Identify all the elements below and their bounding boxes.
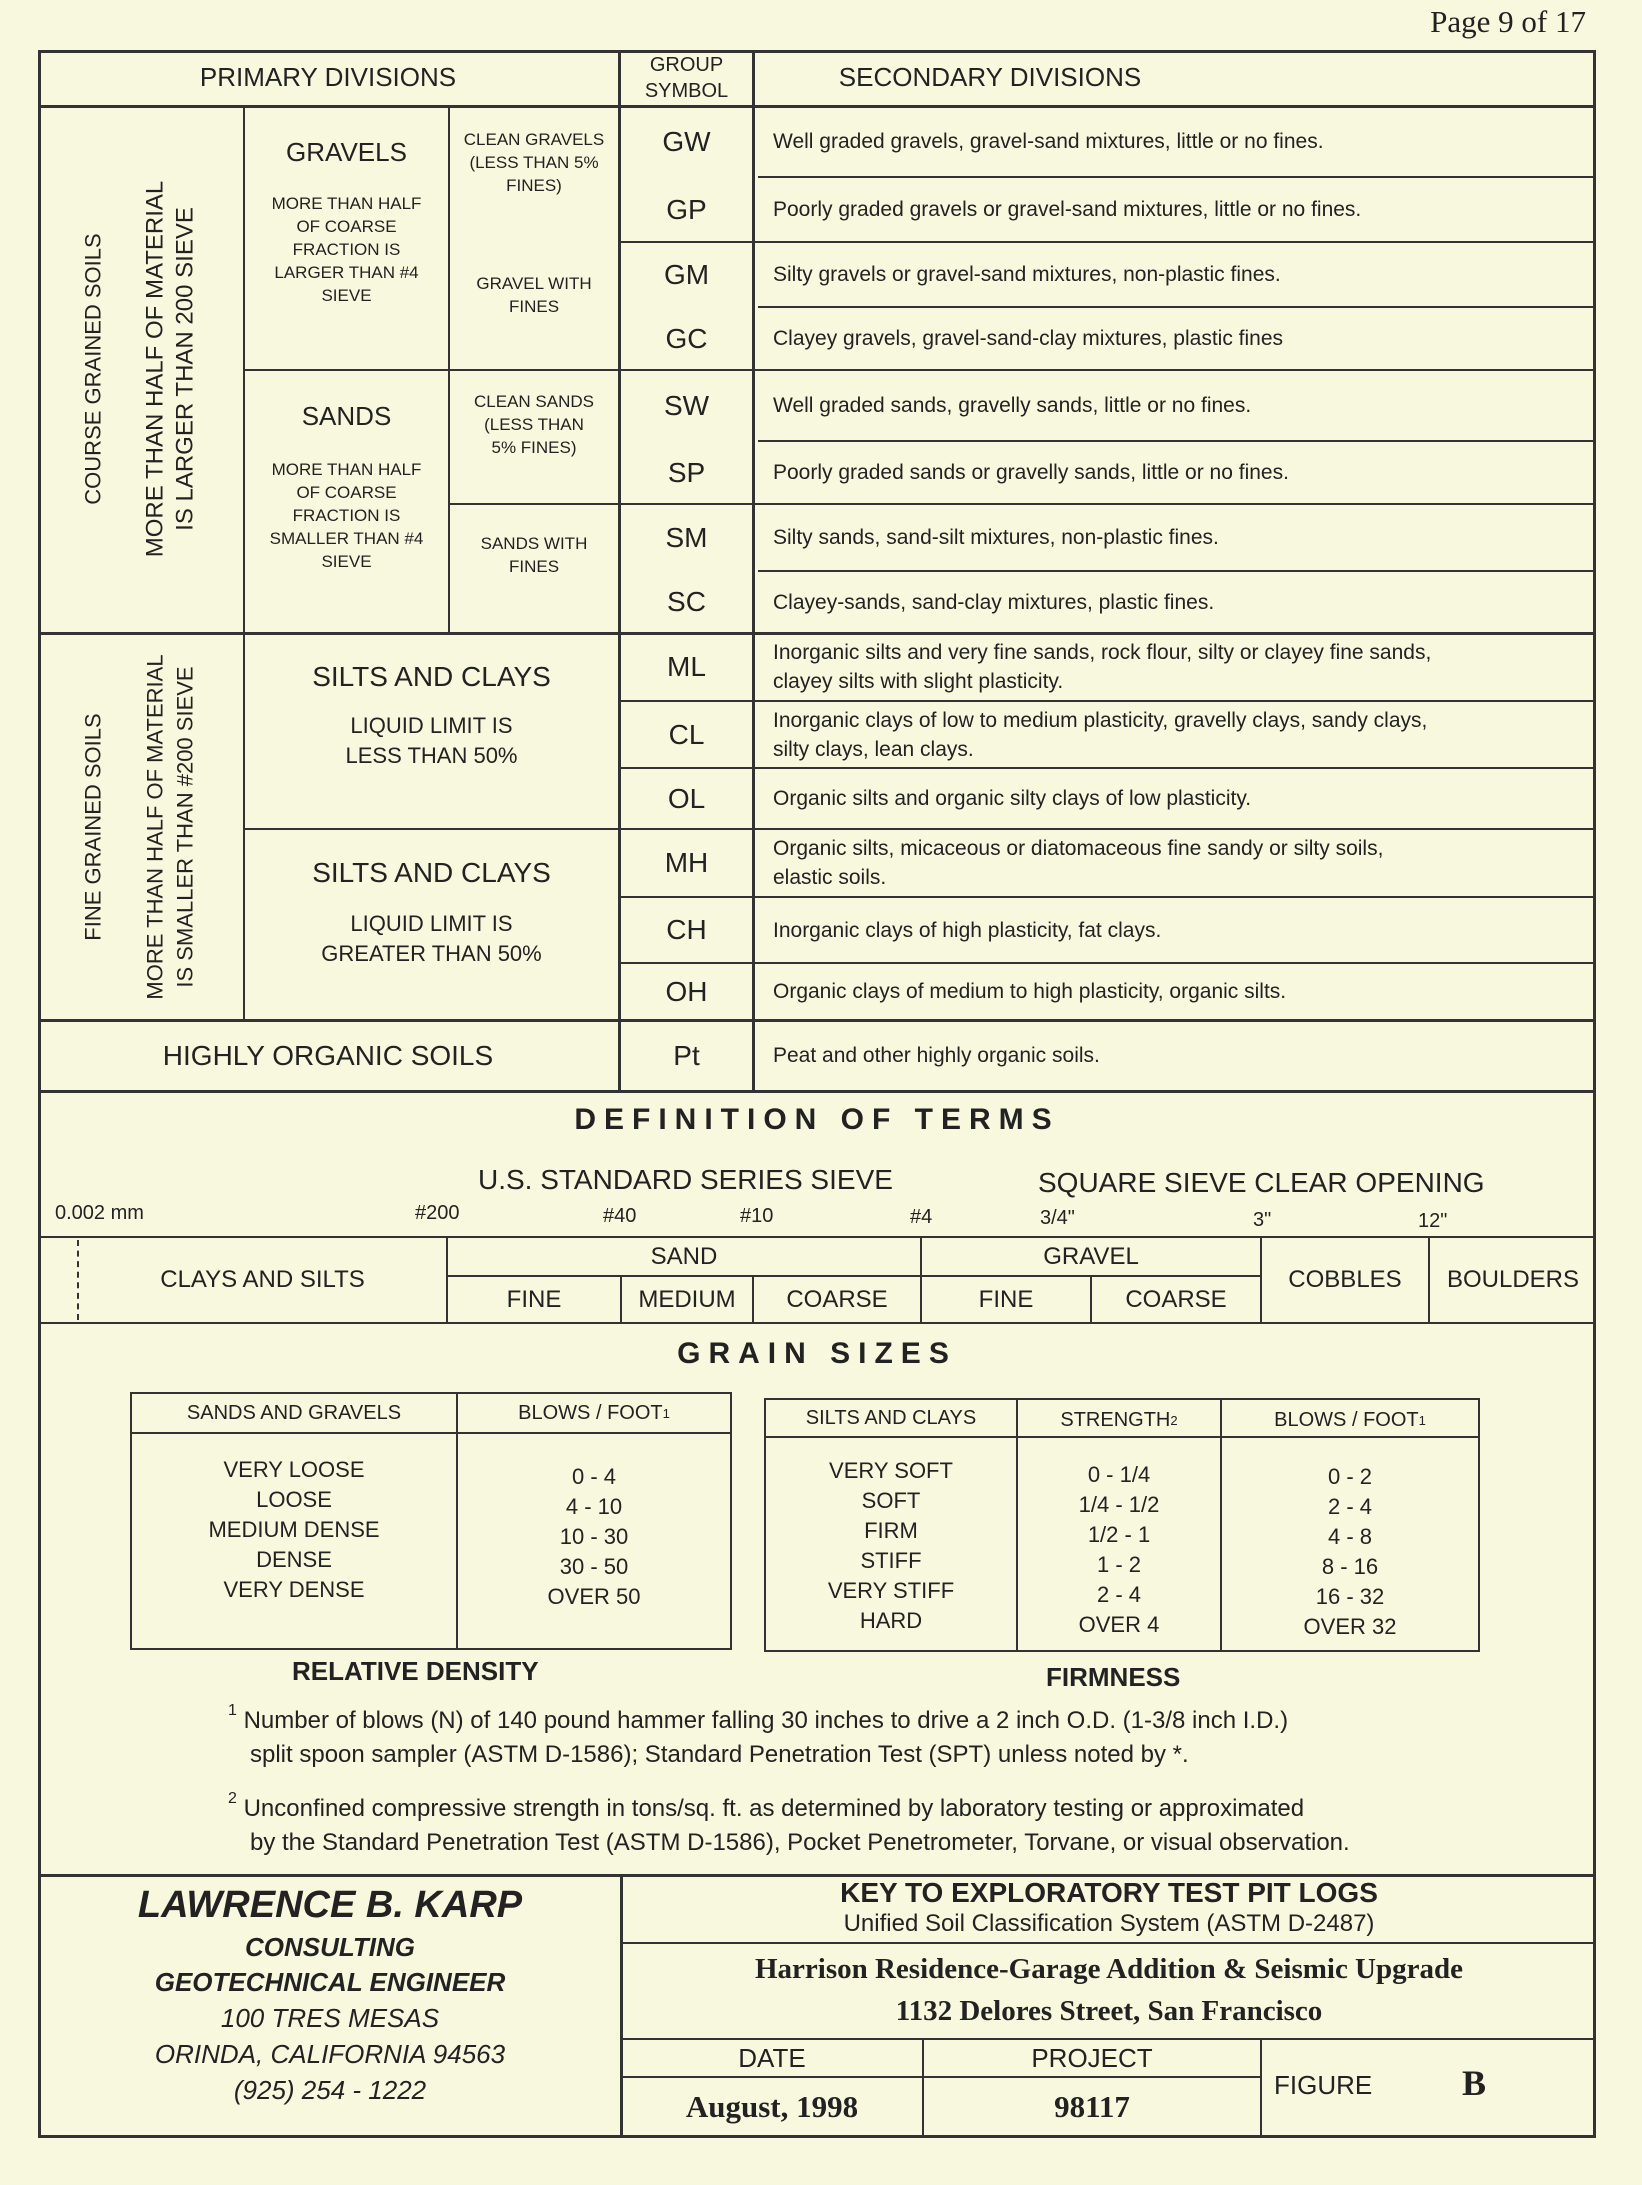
table-cell: SOFT [861, 1488, 921, 1513]
tick-label: 3/4" [1040, 1207, 1075, 1229]
project-block [622, 1944, 1596, 2032]
fine-title: FINE GRAINED SOILS [80, 713, 106, 941]
tick-label: #10 [740, 1205, 774, 1227]
description-line: Silty sands, sand-silt mixtures, non-plastic fines. [773, 526, 1219, 549]
figure-label: FIGURE [1274, 2070, 1373, 2100]
project-label: PROJECT [1031, 2042, 1153, 2073]
divider [130, 1432, 732, 1434]
tick-label: #40 [603, 1205, 637, 1227]
table-cell: STIFF [860, 1548, 922, 1573]
secondary-division-description [755, 572, 1596, 632]
group-symbol: GW [662, 125, 711, 157]
footnote-1-line2: split spoon sampler (ASTM D-1586); Standard Penetration Test (SPT) unless noted by *. [250, 1741, 1189, 1768]
sands-fines-line: FINES [508, 557, 560, 576]
silts-clays-header: SILTS AND CLAYS [805, 1406, 977, 1429]
gravels-desc-line: LARGER THAN #4 [274, 263, 419, 282]
us-standard-sieve-label: U.S. STANDARD SERIES SIEVE [478, 1164, 893, 1195]
sand-fine: FINE [506, 1285, 562, 1313]
group-symbol: GC [665, 322, 708, 354]
density-blows-label: BLOWS / FOOT [518, 1401, 663, 1424]
coarse-subtitle-line2: IS LARGER THAN 200 SIEVE [171, 206, 199, 531]
secondary-division-description [755, 178, 1596, 241]
gravels-desc-line: MORE THAN HALF [271, 194, 422, 213]
description-line: Organic silts, micaceous or diatomaceous fine sandy or silty soils, [773, 837, 1384, 860]
gravels-description [245, 192, 448, 307]
secondary-division-description [755, 243, 1596, 306]
description-line: Clayey-sands, sand-clay mixtures, plastic fines. [773, 590, 1215, 614]
table-cell: LOOSE [256, 1487, 332, 1512]
secondary-division-description [755, 898, 1596, 962]
sands-desc-line: FRACTION IS [292, 506, 401, 525]
engineer-address: 100 TRES MESAS [220, 2003, 440, 2033]
group-symbol: SC [667, 586, 706, 617]
group-symbol: GM [663, 258, 710, 290]
firmness-labels [766, 1456, 1016, 1636]
secondary-division-description [755, 308, 1596, 369]
description-line: Inorganic clays of low to medium plasticity, gravelly clays, sandy clays, [773, 708, 1428, 732]
group-symbol: Pt [673, 1039, 700, 1071]
density-blows-header [458, 1394, 730, 1432]
low-silts-clays-title: SILTS AND CLAYS [312, 661, 551, 692]
sands-title: SANDS [301, 401, 392, 431]
table-cell: 4 - 10 [565, 1494, 623, 1519]
density-values [458, 1462, 730, 1612]
engineer-block [40, 1880, 620, 2108]
description-line: Well graded sands, gravelly sands, little or no fines. [773, 394, 1252, 417]
group-symbol: OH [665, 975, 708, 1007]
table-cell: DENSE [256, 1547, 332, 1572]
firmness-blows-values [1222, 1462, 1478, 1642]
clean-sands-line: CLEAN SANDS [474, 392, 594, 411]
footnote-2 [228, 1786, 1350, 1860]
firmness-caption: FIRMNESS [1046, 1662, 1181, 1692]
table-cell: VERY DENSE [223, 1577, 365, 1602]
gravel-with-fines-label [450, 272, 618, 318]
footnote-1-marker: 1 [228, 1702, 237, 1719]
high-liquid-limit-line: LIQUID LIMIT IS [350, 911, 513, 936]
description-line: Inorganic silts and very fine sands, rock flour, silty or clayey fine sands, [773, 641, 1432, 664]
table-cell: 10 - 30 [559, 1524, 629, 1549]
sands-description [245, 458, 448, 573]
gravel-fine: FINE [978, 1285, 1034, 1313]
description-line: Peat and other highly organic soils. [773, 1044, 1100, 1067]
fine-grained-label-cell [38, 635, 243, 1019]
gravel-coarse: COARSE [1125, 1285, 1227, 1313]
footnote-ref: 1 [1418, 1412, 1426, 1428]
highly-organic-soils: HIGHLY ORGANIC SOILS [162, 1040, 494, 1071]
high-silts-clays-title: SILTS AND CLAYS [312, 857, 551, 888]
relative-density-caption: RELATIVE DENSITY [292, 1656, 539, 1686]
coarse-title: COURSE GRAINED SOILS [80, 232, 106, 505]
description-line: Silty gravels or gravel-sand mixtures, non-plastic fines. [773, 263, 1281, 286]
project-address: 1132 Delores Street, San Francisco [895, 1995, 1323, 2027]
fine-subtitle [141, 654, 201, 999]
primary-divisions-header: PRIMARY DIVISIONS [199, 62, 457, 92]
description-line: clayey silts with slight plasticity. [773, 670, 1064, 693]
high-liquid-limit [245, 909, 618, 969]
coarse-grained-label-cell [38, 105, 243, 632]
cobbles: COBBLES [1288, 1266, 1402, 1293]
group-symbol: OL [667, 782, 706, 814]
table-cell: 2 - 4 [1096, 1582, 1142, 1607]
table-cell: 30 - 50 [559, 1554, 629, 1579]
definition-of-terms-title: DEFINITION OF TERMS [574, 1103, 1060, 1136]
clean-gravels-label [450, 128, 618, 197]
sands-cell [245, 371, 448, 632]
sands-desc-line: SIEVE [321, 552, 372, 571]
footnote-2-marker: 2 [228, 1790, 237, 1807]
table-cell: 1/2 - 1 [1087, 1522, 1151, 1547]
table-cell: 0 - 2 [1327, 1464, 1373, 1489]
sand-header: SAND [650, 1242, 718, 1270]
clean-sands-label [450, 390, 618, 459]
coarse-subtitle-line1: MORE THAN HALF OF MATERIAL [141, 180, 169, 557]
description-line: elastic soils. [773, 866, 887, 889]
project-number: 98117 [1054, 2089, 1130, 2124]
fine-subtitle-line2: IS SMALLER THAN #200 SIEVE [172, 666, 198, 988]
engineer-city: ORINDA, CALIFORNIA 94563 [154, 2039, 506, 2069]
sands-desc-line: OF COARSE [296, 483, 397, 502]
density-labels [132, 1455, 456, 1605]
grain-bar-bottom [38, 1322, 1596, 1324]
date-label: DATE [738, 2042, 806, 2073]
secondary-division-description [755, 442, 1596, 503]
description-line: Organic clays of medium to high plasticity, organic silts. [773, 980, 1287, 1003]
firmness-blows-header [1222, 1402, 1478, 1438]
group-symbol: SP [667, 456, 706, 488]
table-cell: 2 - 4 [1327, 1494, 1373, 1519]
clean-sands-line: (LESS THAN [484, 415, 584, 434]
low-liquid-limit [245, 711, 618, 771]
sand-coarse: COARSE [786, 1285, 888, 1313]
table-cell: 0 - 1/4 [1087, 1462, 1151, 1487]
group-symbol: CL [668, 718, 705, 750]
group-symbol-header-line2: SYMBOL [644, 79, 729, 102]
gravels-desc-line: SIEVE [321, 286, 372, 305]
divider [1260, 2038, 1262, 2138]
sands-gravels-header: SANDS AND GRAVELS [186, 1401, 402, 1424]
key-subtitle: Unified Soil Classification System (ASTM D-2487) [843, 1910, 1375, 1937]
footnote-1-line1: Number of blows (N) of 140 pound hammer falling 30 inches to drive a 2 inch O.D. (1-3/8 inch I.D.) [243, 1707, 1289, 1734]
footnote-ref: 1 [662, 1405, 670, 1421]
key-title: KEY TO EXPLORATORY TEST PIT LOGS [840, 1877, 1378, 1908]
sand-medium: MEDIUM [638, 1285, 736, 1313]
table-cell: HARD [859, 1608, 923, 1633]
group-symbol: GP [666, 193, 707, 225]
group-symbol: CH [666, 914, 707, 945]
gravel-fines-line: FINES [508, 297, 560, 316]
footnote-ref: 2 [1170, 1412, 1178, 1428]
low-liquid-limit-line: LIQUID LIMIT IS [350, 713, 513, 738]
engineer-line: CONSULTING [245, 1932, 415, 1962]
table-cell: OVER 32 [1303, 1614, 1397, 1639]
gravels-desc-line: OF COARSE [296, 217, 397, 236]
firmness-strength-values [1018, 1460, 1220, 1640]
date-value: August, 1998 [685, 2089, 859, 2124]
group-symbol-header [621, 50, 752, 105]
high-plasticity-cell [245, 830, 618, 1019]
table-cell: 1/4 - 1/2 [1078, 1492, 1160, 1517]
description-line: Poorly graded sands or gravelly sands, little or no fines. [773, 461, 1289, 484]
description-line: silty clays, lean clays. [773, 737, 974, 761]
secondary-division-description [755, 964, 1596, 1019]
secondary-division-description [755, 505, 1596, 570]
project-name: Harrison Residence-Garage Addition & Seismic Upgrade [754, 1953, 1464, 1985]
description-line: Organic silts and organic silty clays of low plasticity. [773, 787, 1252, 810]
sands-desc-line: MORE THAN HALF [271, 460, 422, 479]
clean-gravels-line: (LESS THAN 5% [469, 153, 599, 172]
divider [38, 1090, 1596, 1093]
footnote-2-line2: by the Standard Penetration Test (ASTM D-1586), Pocket Penetrometer, Torvane, or visual observation. [250, 1829, 1350, 1856]
low-liquid-limit-line: LESS THAN 50% [345, 743, 518, 768]
table-cell: 16 - 32 [1315, 1584, 1385, 1609]
tick-label: #200 [415, 1202, 460, 1224]
group-symbol: SM [665, 521, 708, 553]
table-cell: 8 - 16 [1321, 1554, 1379, 1579]
clean-gravels-line: FINES) [506, 176, 562, 195]
table-cell: FIRM [864, 1518, 918, 1543]
gravel-header: GRAVEL [1043, 1242, 1139, 1270]
secondary-division-description [755, 702, 1596, 767]
tick-label: 12" [1418, 1210, 1448, 1232]
clean-gravels-line: CLEAN GRAVELS [463, 130, 605, 149]
table-cell: MEDIUM DENSE [208, 1517, 380, 1542]
grain-sizes-title: GRAIN SIZES [677, 1337, 957, 1370]
fine-subtitle-line1: MORE THAN HALF OF MATERIAL [142, 654, 168, 1000]
sands-fines-line: SANDS WITH [480, 534, 588, 553]
footnote-1 [228, 1698, 1288, 1772]
table-cell: OVER 50 [547, 1584, 641, 1609]
tick-label: 0.002 mm [55, 1202, 144, 1224]
strength-label: STRENGTH [1060, 1408, 1171, 1431]
table-cell: OVER 4 [1078, 1612, 1160, 1637]
description-line: Clayey gravels, gravel-sand-clay mixtures, plastic fines [773, 327, 1284, 350]
strength-header [1018, 1402, 1220, 1438]
table-cell: 1 - 2 [1096, 1552, 1142, 1577]
clean-sands-line: 5% FINES) [491, 438, 577, 457]
description-line: Inorganic clays of high plasticity, fat clays. [773, 918, 1162, 942]
engineer-phone: (925) 254 - 1222 [233, 2075, 427, 2105]
secondary-division-description [755, 769, 1596, 828]
gravels-title: GRAVELS [286, 137, 407, 167]
group-symbol: ML [667, 651, 706, 682]
group-symbol: SW [663, 389, 710, 421]
sands-desc-line: SMALLER THAN #4 [269, 529, 424, 548]
sands-with-fines-label [450, 532, 618, 578]
secondary-division-description [755, 371, 1596, 440]
group-symbol: MH [664, 847, 709, 878]
high-liquid-limit-line: GREATER THAN 50% [321, 941, 542, 966]
low-plasticity-cell [245, 635, 618, 828]
table-cell: VERY SOFT [829, 1458, 953, 1483]
table-cell: VERY STIFF [827, 1578, 955, 1603]
group-symbol-header-line1: GROUP [649, 53, 724, 76]
boulders: BOULDERS [1446, 1266, 1580, 1293]
table-cell: 0 - 4 [571, 1464, 617, 1489]
firmness-blows-label: BLOWS / FOOT [1274, 1408, 1419, 1431]
square-sieve-label: SQUARE SIEVE CLEAR OPENING [1038, 1167, 1485, 1198]
page-number: Page 9 of 17 [1430, 4, 1586, 39]
secondary-division-description [755, 1021, 1596, 1090]
engineer-name: LAWRENCE B. KARP [137, 1884, 523, 1926]
table-cell: 4 - 8 [1327, 1524, 1373, 1549]
footnote-2-line1: Unconfined compressive strength in tons/sq. ft. as determined by laboratory testing or approximated [243, 1795, 1305, 1822]
gravels-cell [245, 105, 448, 369]
secondary-division-description [755, 107, 1596, 176]
key-title-block [622, 1876, 1596, 1938]
secondary-division-description [755, 634, 1596, 700]
gravels-desc-line: FRACTION IS [292, 240, 401, 259]
gravel-fines-line: GRAVEL WITH [476, 274, 592, 293]
secondary-division-description [755, 830, 1596, 896]
secondary-divisions-header: SECONDARY DIVISIONS [838, 62, 1142, 92]
coarse-subtitle [141, 180, 201, 557]
tick-label: 3" [1253, 1209, 1272, 1231]
description-line: Poorly graded gravels or gravel-sand mixtures, little or no fines. [773, 198, 1362, 221]
engineer-line: GEOTECHNICAL ENGINEER [154, 1967, 506, 1997]
description-line: Well graded gravels, gravel-sand mixtures, little or no fines. [773, 130, 1324, 153]
clays-and-silts-cell: CLAYS AND SILTS [160, 1266, 365, 1293]
tick-label: #4 [910, 1206, 933, 1228]
table-cell: VERY LOOSE [223, 1457, 365, 1482]
figure-value: B [1462, 2063, 1487, 2103]
